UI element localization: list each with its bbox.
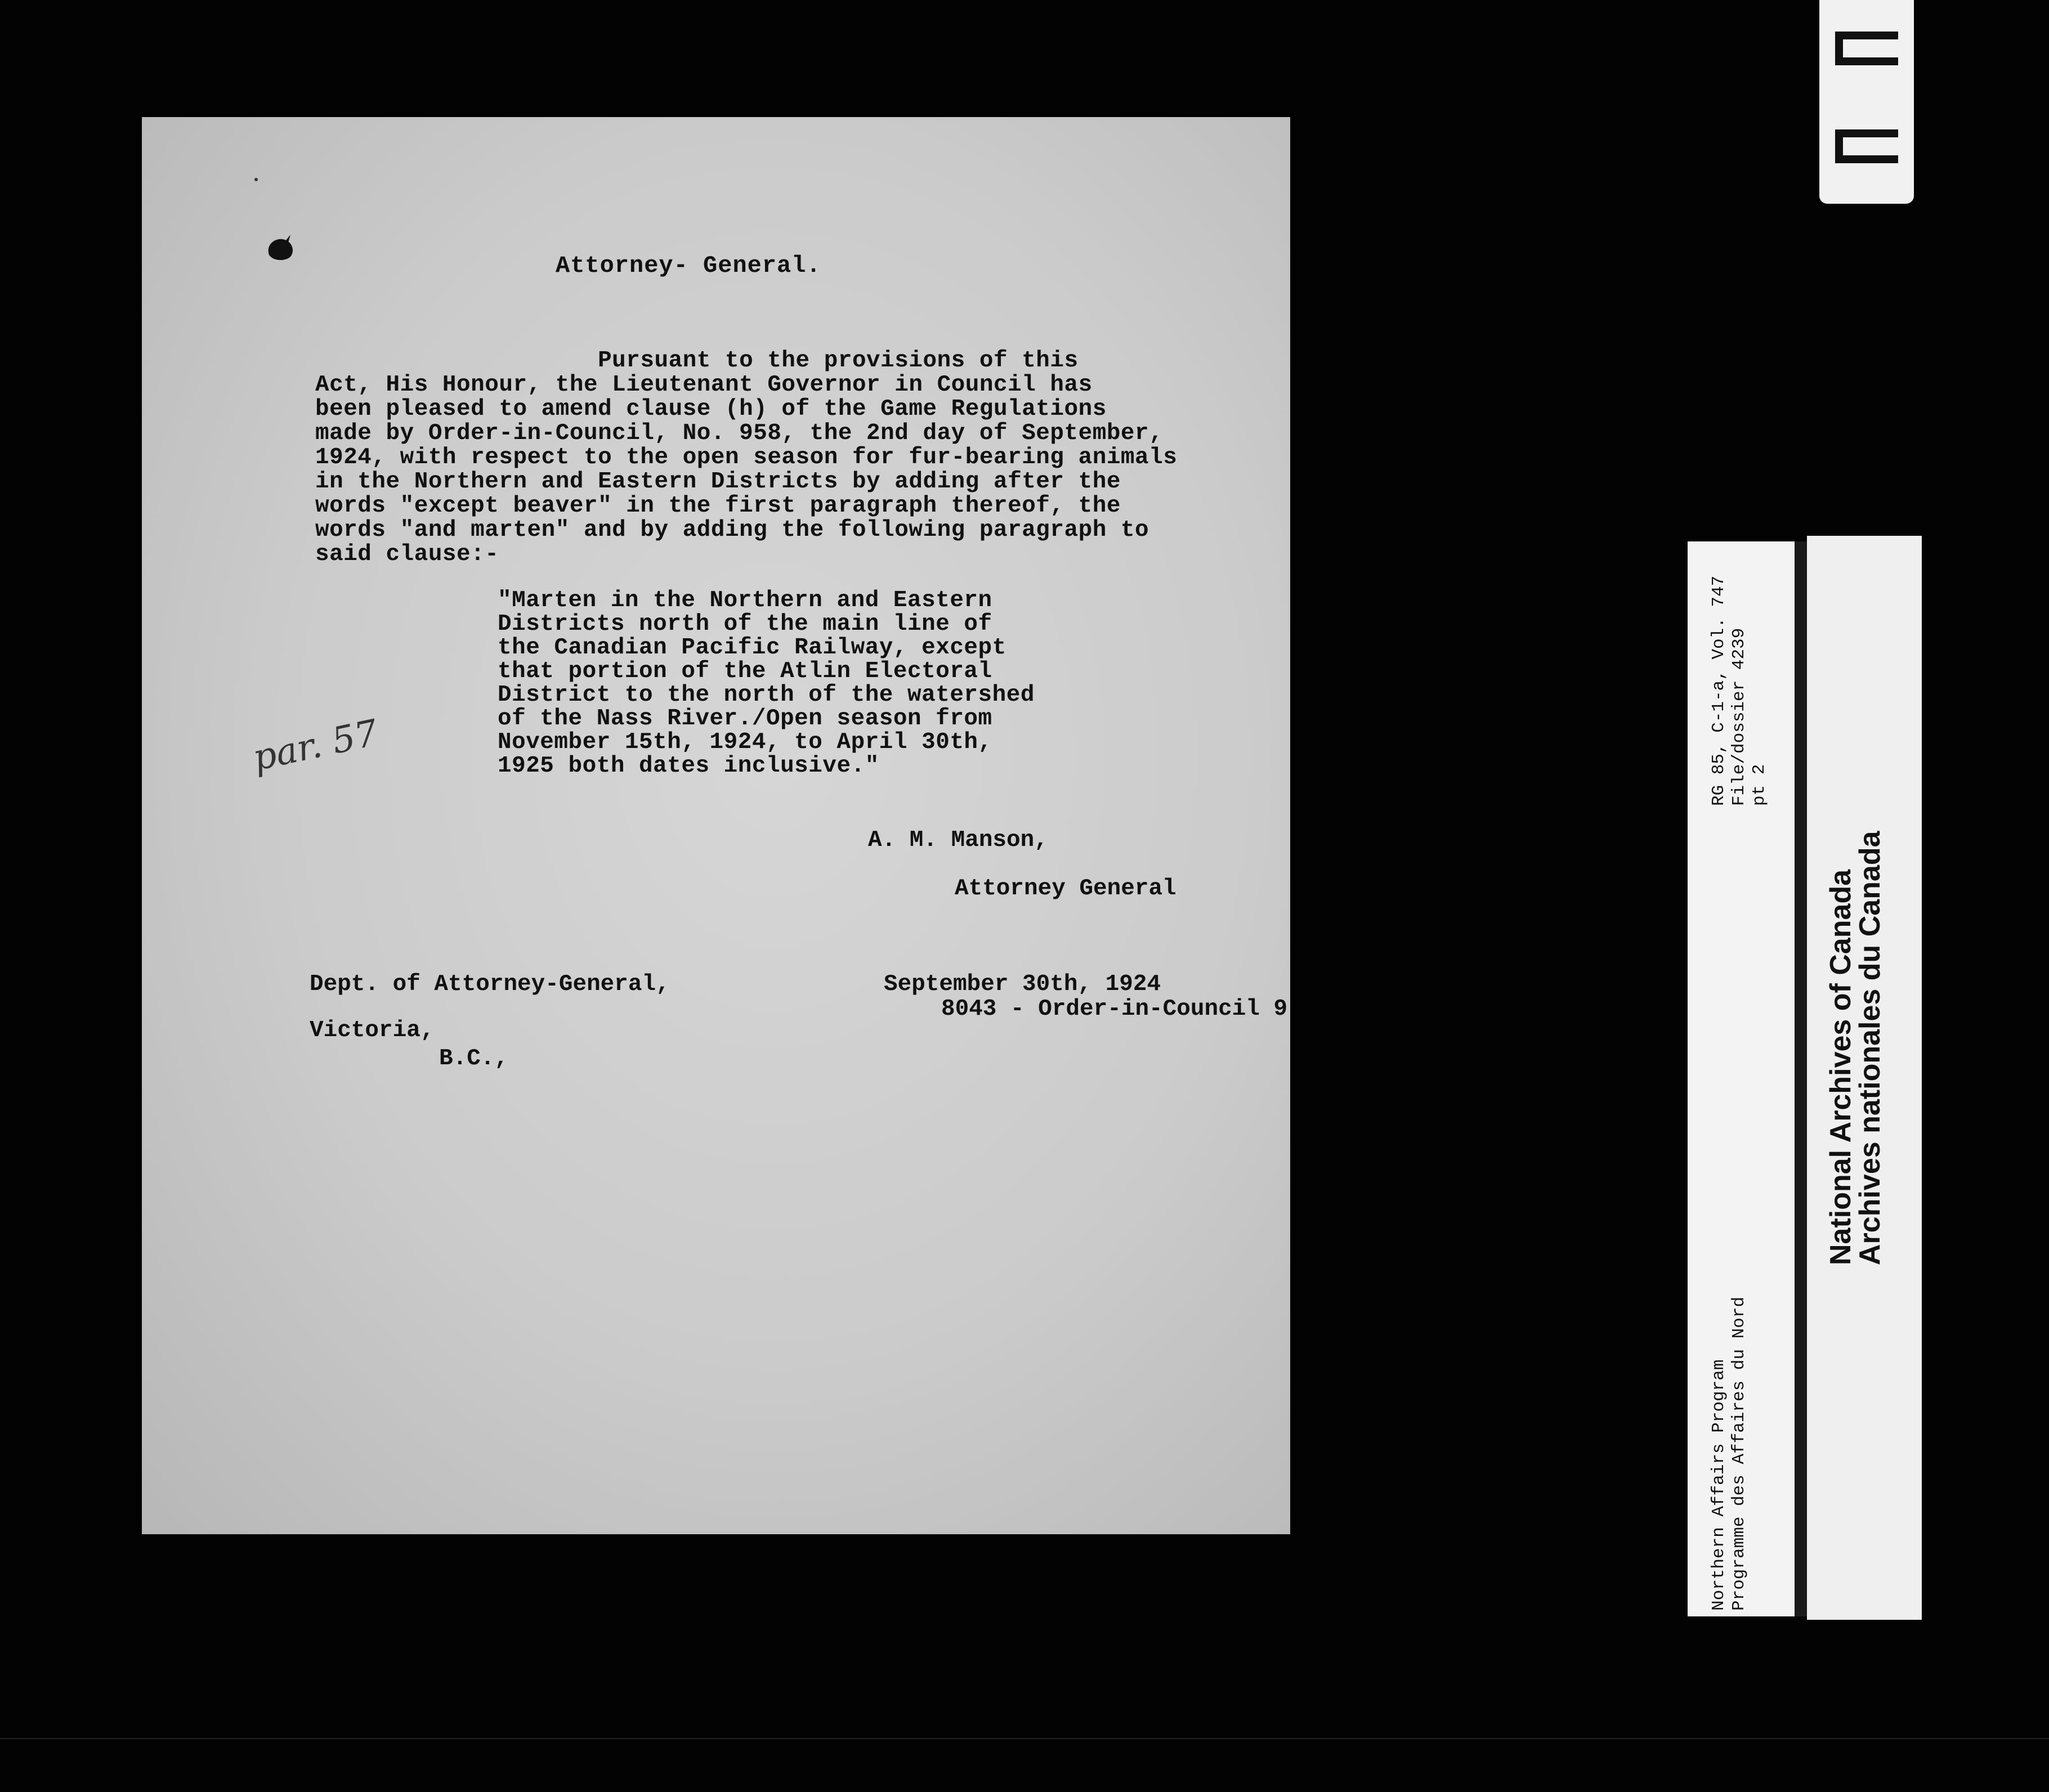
handwritten-note: par. 57	[249, 712, 382, 779]
province-line: B.C.,	[439, 1046, 509, 1072]
ink-blot-icon	[263, 232, 297, 266]
quoted-paragraph	[498, 589, 1035, 778]
reference-line: pt 2	[1750, 764, 1769, 806]
reference-line: RG 85, C-1-a, Vol. 747	[1709, 575, 1729, 806]
body-line: been pleased to amend clause (h) of the Game Regulations	[315, 396, 1107, 422]
label-divider	[1795, 541, 1807, 1616]
city-line: Victoria,	[310, 1018, 435, 1043]
department-line: Dept. of Attorney-General,	[310, 971, 670, 997]
body-paragraph	[315, 349, 1177, 567]
ink-speck	[254, 178, 258, 181]
body-line: said clause:-	[315, 541, 499, 567]
archive-reference-label	[1688, 541, 1795, 1616]
quote-line: the Canadian Pacific Railway, except	[498, 635, 1006, 661]
signature-name: A. M. Manson,	[868, 827, 1048, 853]
reference-line: File/dossier 4239	[1729, 628, 1749, 806]
program-line: Programme des Affaires du Nord	[1729, 1296, 1749, 1611]
document-heading: Attorney- General.	[556, 252, 821, 279]
signature-title: Attorney General	[955, 876, 1176, 902]
quote-line: November 15th, 1924, to April 30th,	[498, 729, 992, 755]
body-line: Act, His Honour, the Lieutenant Governor in Council has	[315, 372, 1093, 398]
archives-line: National Archives of Canada	[1824, 869, 1857, 1265]
quote-line: District to the north of the watershed	[498, 682, 1035, 708]
body-line: in the Northern and Eastern Districts by adding after the	[315, 469, 1121, 495]
film-tab	[1819, 0, 1914, 204]
archives-label	[1807, 536, 1922, 1620]
date-line: September 30th, 1924	[884, 971, 1161, 997]
document-page	[142, 117, 1290, 1534]
body-line: words "and marten" and by adding the following paragraph to	[315, 517, 1149, 543]
program-block	[1709, 1297, 1750, 1611]
order-reference: 8043 - Order-in-Council 9	[941, 996, 1288, 1022]
program-line: Northern Affairs Program	[1709, 1359, 1729, 1611]
quote-line: Districts north of the main line of	[498, 611, 992, 637]
tab-bracket-mark	[1835, 32, 1898, 65]
quote-line: 1925 both dates inclusive."	[498, 753, 879, 779]
body-line: words "except beaver" in the first paragraph thereof, the	[315, 493, 1121, 519]
archives-line: Archives nationales du Canada	[1854, 831, 1886, 1265]
film-edge-line	[0, 1738, 2049, 1739]
quote-line: "Marten in the Northern and Eastern	[498, 588, 992, 613]
quote-line: of the Nass River./Open season from	[498, 706, 992, 732]
archives-block	[1826, 831, 1885, 1265]
body-line: made by Order-in-Council, No. 958, the 2nd day of September,	[315, 420, 1164, 446]
body-line: Pursuant to the provisions of this	[315, 348, 1079, 374]
tab-bracket-mark	[1835, 129, 1898, 163]
body-line: 1924, with respect to the open season for fur-bearing animals	[315, 445, 1178, 471]
quote-line: that portion of the Atlin Electoral	[498, 658, 992, 684]
reference-block	[1709, 576, 1770, 806]
